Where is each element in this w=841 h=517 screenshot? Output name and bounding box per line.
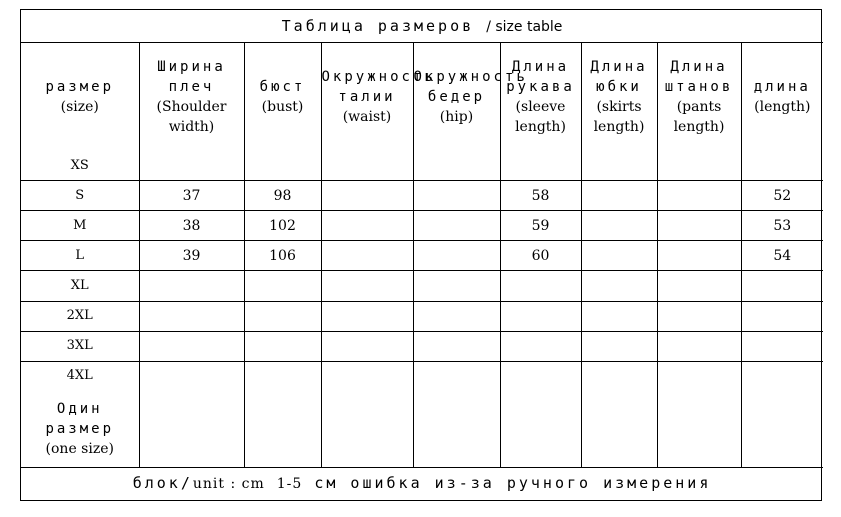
table-cell-length: 52 [741, 181, 823, 211]
table-cell-shoulder: 39 [139, 241, 244, 271]
table-cell-skirt [581, 331, 657, 361]
table-cell-pants [657, 181, 741, 211]
table-cell-sleeve [500, 271, 581, 301]
column-header-hip [413, 43, 528, 152]
size-table-frame [20, 9, 822, 501]
table-cell-bust: 102 [244, 211, 321, 241]
table-cell-skirt [581, 181, 657, 211]
footer-ru-prefix: блок/ [132, 474, 193, 493]
one-size-cell [21, 391, 139, 468]
size-label: S [21, 181, 139, 211]
size-label: XS [21, 151, 139, 181]
table-cell-skirt [581, 271, 657, 301]
table-cell-waist [321, 151, 413, 181]
table-row [21, 361, 823, 391]
table-cell [581, 391, 657, 468]
column-header-en: (Shoulder width) [156, 99, 227, 136]
table-row [21, 331, 823, 361]
footer-ru-suffix: см ошибка из-за ручного измерения [314, 474, 712, 493]
table-cell-sleeve [500, 151, 581, 181]
table-cell-hip [413, 211, 500, 241]
table-cell-pants [657, 331, 741, 361]
table-cell-bust [244, 271, 321, 301]
column-header-en: (length) [754, 99, 811, 116]
table-cell-hip [413, 331, 500, 361]
table-cell-hip [413, 271, 500, 301]
column-header-pants-length [657, 43, 741, 152]
table-cell-length [741, 301, 823, 331]
column-header-en: (sleeve length) [515, 99, 566, 136]
table-cell-waist [321, 241, 413, 271]
table-cell-pants [657, 211, 741, 241]
table-cell-length: 53 [741, 211, 823, 241]
table-row [21, 151, 823, 181]
table-cell-bust [244, 361, 321, 391]
table-cell-hip [413, 361, 500, 391]
table-cell-skirt [581, 361, 657, 391]
table-cell-waist [321, 331, 413, 361]
table-cell-sleeve: 60 [500, 241, 581, 271]
table-cell [139, 391, 244, 468]
table-cell-hip [413, 301, 500, 331]
table-cell-pants [657, 301, 741, 331]
table-cell-sleeve: 58 [500, 181, 581, 211]
size-label: 4XL [21, 361, 139, 391]
table-cell-pants [657, 271, 741, 301]
column-header-ru: Окружность бедер [413, 69, 528, 106]
table-cell-waist [321, 271, 413, 301]
table-cell-length [741, 361, 823, 391]
table-cell-skirt [581, 301, 657, 331]
column-header-ru: Длина штанов [664, 59, 734, 96]
column-header-skirt-length [581, 43, 657, 152]
column-header-bust [244, 43, 321, 152]
footer-unit: unit : cm [192, 476, 265, 493]
footer-range: 1-5 [276, 476, 303, 493]
column-header-ru: длина [753, 79, 811, 96]
table-cell-shoulder: 37 [139, 181, 244, 211]
table-cell-bust [244, 301, 321, 331]
column-header-ru: Длина рукава [506, 59, 575, 96]
table-cell-waist [321, 211, 413, 241]
table-cell-pants [657, 151, 741, 181]
table-cell-length [741, 331, 823, 361]
table-cell-length: 54 [741, 241, 823, 271]
column-header-en: (skirts length) [593, 99, 645, 136]
table-cell-bust: 106 [244, 241, 321, 271]
table-title [21, 10, 823, 43]
header-row [21, 43, 823, 152]
table-cell-shoulder [139, 151, 244, 181]
table-row [21, 271, 823, 301]
table-body [21, 151, 823, 390]
table-row [21, 181, 823, 211]
table-cell [657, 391, 741, 468]
column-header-sleeve-length [500, 43, 581, 152]
column-header-en: (bust) [261, 99, 304, 116]
table-cell-hip [413, 181, 500, 211]
table-row-one-size [21, 391, 823, 468]
table-cell-shoulder [139, 331, 244, 361]
table-cell-pants [657, 361, 741, 391]
column-header-en: (pants length) [673, 99, 725, 136]
table-cell-pants [657, 241, 741, 271]
column-header-length [741, 43, 823, 152]
table-cell-length [741, 271, 823, 301]
size-label: XL [21, 271, 139, 301]
table-cell-skirt [581, 151, 657, 181]
column-header-ru: Длина юбки [590, 59, 648, 96]
table-cell-shoulder [139, 361, 244, 391]
table-cell-shoulder [139, 271, 244, 301]
size-label: 3XL [21, 331, 139, 361]
table-cell-bust: 98 [244, 181, 321, 211]
table-cell-bust [244, 151, 321, 181]
table-cell [741, 391, 823, 468]
column-header-ru: бюст [259, 79, 306, 96]
size-label: M [21, 211, 139, 241]
table-cell-skirt [581, 211, 657, 241]
size-label: 2XL [21, 301, 139, 331]
table-cell-sleeve [500, 361, 581, 391]
table-cell [500, 391, 581, 468]
table-cell [413, 391, 500, 468]
table-cell-sleeve: 59 [500, 211, 581, 241]
table-row [21, 211, 823, 241]
column-header-ru: Ширина плеч [157, 59, 226, 96]
column-header-shoulder-width [139, 43, 244, 152]
table-cell-sleeve [500, 301, 581, 331]
table-cell-shoulder: 38 [139, 211, 244, 241]
column-header-waist [321, 43, 436, 152]
table-cell-length [741, 151, 823, 181]
table-cell [321, 391, 413, 468]
table-cell-hip [413, 241, 500, 271]
column-header-en: (size) [60, 99, 99, 116]
table-cell [244, 391, 321, 468]
title-en: / size table [486, 18, 563, 35]
table-cell-bust [244, 331, 321, 361]
table-row [21, 241, 823, 271]
one-size-en: (one size) [45, 440, 114, 457]
one-size-ru: Один размер [45, 400, 115, 437]
table-cell-skirt [581, 241, 657, 271]
column-header-ru: размер [45, 79, 115, 96]
title-ru: Таблица размеров [281, 16, 475, 35]
table-footer [21, 467, 823, 500]
table-cell-waist [321, 181, 413, 211]
size-table [21, 10, 823, 500]
table-cell-hip [413, 151, 500, 181]
table-cell-shoulder [139, 301, 244, 331]
size-label: L [21, 241, 139, 271]
table-row [21, 301, 823, 331]
column-header-ru: Окружность талии [321, 69, 436, 106]
column-header-en: (hip) [439, 109, 474, 126]
table-cell-waist [321, 361, 413, 391]
table-cell-sleeve [500, 331, 581, 361]
column-header-en: (waist) [342, 109, 392, 126]
column-header-size [21, 43, 139, 152]
table-cell-waist [321, 301, 413, 331]
